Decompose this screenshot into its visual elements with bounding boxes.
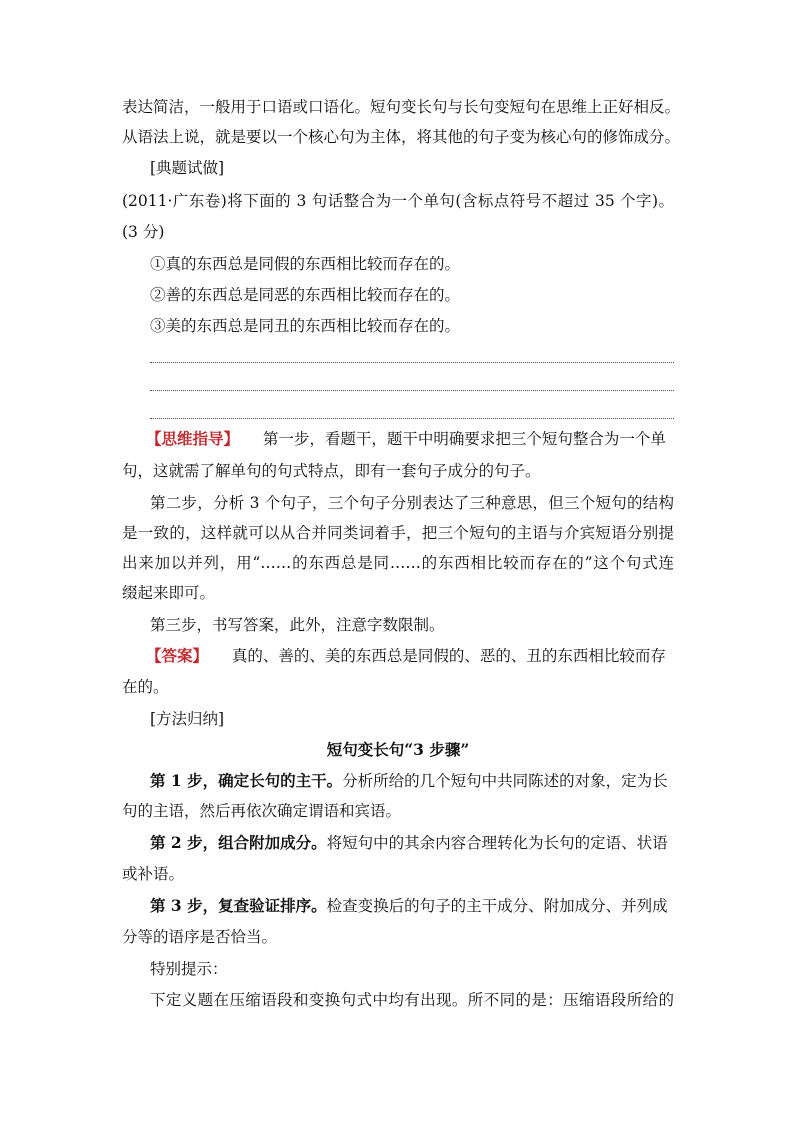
answer-label: 【答案】 [146, 646, 209, 665]
answer-line-1 [146, 646, 674, 666]
method-step3-rest: 检查变换后的句子的主干成分、附加成分、并列成 [326, 897, 668, 915]
guide-line-1 [146, 429, 674, 449]
question-item-3: ③美的东西总是同丑的东西相比较而存在的。 [150, 317, 461, 335]
method-step1-line-2: 句的主语，然后再依次确定谓语和宾语。 [122, 802, 402, 820]
guide-step1-a: 第一步，看题干，题干中明确要求把三个短句整合为一个单 [262, 430, 666, 448]
tip-text: 下定义题在压缩语段和变换句式中均有出现。所不同的是：压缩语段所给的 [150, 991, 674, 1009]
question-line-1: (2011·广东卷)将下面的 3 句话整合为一个单句(含标点符号不超过 35 个字)。 [122, 192, 674, 210]
answer-text-b: 在的。 [122, 678, 169, 696]
guide-step3: 第三步，书写答案，此外，注意字数限制。 [150, 616, 445, 634]
question-line-2: (3 分) [122, 223, 165, 241]
guide-step1-b: 句，这就需了解单句的句式特点，即有一套句子成分的句子。 [122, 462, 541, 480]
method-step1-bold: 第 1 步，确定长句的主干。 [150, 771, 343, 790]
intro-line-2: 从语法上说，就是要以一个核心句为主体，将其他的句子变为核心句的修饰成分。 [122, 128, 681, 146]
method-step3-line-2: 分等的语序是否恰当。 [122, 928, 278, 946]
method-step2-bold: 第 2 步，组合附加成分。 [150, 833, 327, 852]
method-step1-rest: 分析所给的几个短句中共同陈述的对象，定为长 [342, 772, 668, 790]
method-step2-rest: 将短句中的其余内容合理转化为长句的定语、状语 [326, 834, 668, 852]
tip-label: 特别提示： [150, 960, 228, 978]
answer-blank-line-2 [150, 390, 674, 391]
guide-step2-d: 缀起来即可。 [122, 584, 216, 602]
answer-blank-line-1 [150, 362, 674, 363]
question-item-2: ②善的东西总是同恶的东西相比较而存在的。 [150, 286, 461, 304]
question-item-1: ①真的东西总是同假的东西相比较而存在的。 [150, 255, 461, 273]
method-step3-bold: 第 3 步，复查验证排序。 [150, 896, 327, 915]
guide-step2-c: 出来加以并列，用“……的东西总是同……的东西相比较而存在的”这个句式连 [122, 554, 674, 572]
method-step2-line-2: 或补语。 [122, 865, 185, 883]
answer-text-a: 真的、善的、美的东西总是同假的、恶的、丑的东西相比较而存 [231, 647, 666, 665]
example-heading: [典题试做] [150, 159, 225, 177]
guide-label: 【思维指导】 [146, 429, 240, 448]
method-step3-line-1 [150, 896, 674, 916]
method-heading: [方法归纳] [150, 710, 225, 728]
intro-line-1: 表达简洁，一般用于口语或口语化。短句变长句与长句变短句在思维上正好相反。 [122, 98, 681, 116]
method-title: 短句变长句“3 步骤” [326, 740, 470, 759]
method-step2-line-1 [150, 833, 674, 853]
guide-step2-b: 是一致的，这样就可以从合并同类词着手，把三个短句的主语与介宾短语分别提 [122, 524, 674, 542]
guide-step2-a: 第二步，分析 3 个句子，三个句子分别表达了三种意思，但三个短句的结构 [150, 494, 674, 512]
method-step1-line-1 [150, 771, 674, 791]
answer-blank-line-3 [150, 418, 674, 419]
